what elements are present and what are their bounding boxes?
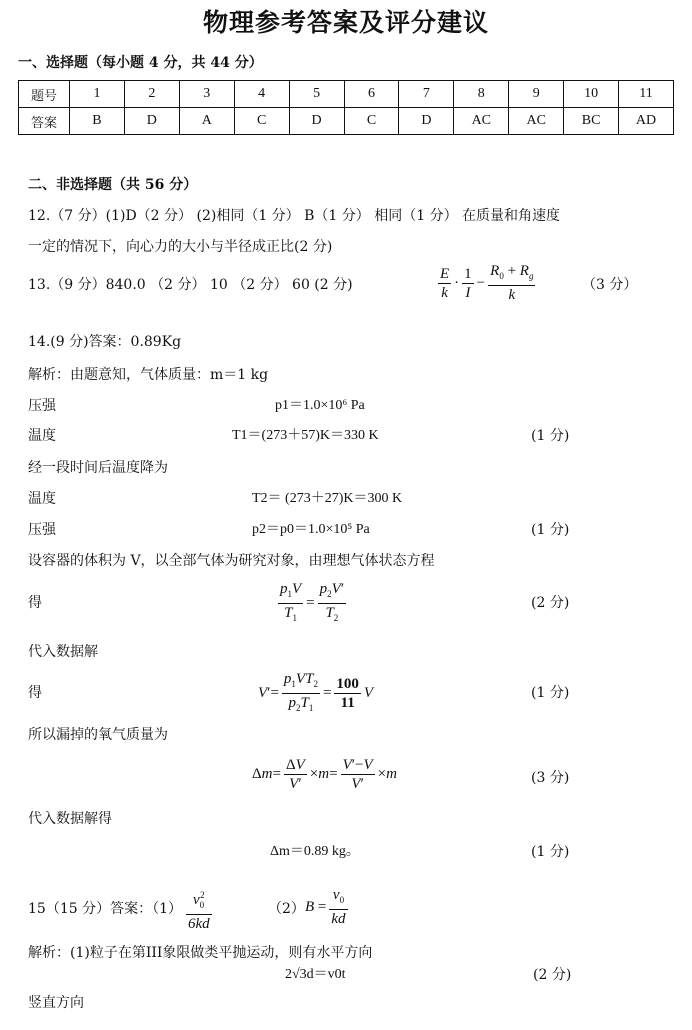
q15-analysis: 解析：(1)粒子在第III象限做类平抛运动，则有水平方向 xyxy=(28,945,373,961)
answer-cell: B xyxy=(70,108,125,135)
question-number: 7 xyxy=(399,81,454,108)
q12-line2: 一定的情况下，向心力的大小与半径成正比(2 分) xyxy=(28,239,333,255)
q15-answer-prefix: 15（15 分）答案：（1） xyxy=(28,901,182,917)
row-label-question: 题号 xyxy=(19,81,70,108)
table-row-questions xyxy=(19,81,674,108)
points-t1: (1 分) xyxy=(531,428,570,444)
answer-cell: D xyxy=(399,108,454,135)
answer-cell: D xyxy=(289,108,344,135)
substitute-text-1: 代入数据解 xyxy=(28,644,98,660)
question-number: 2 xyxy=(124,81,179,108)
q15-vertical: 竖直方向 xyxy=(28,995,84,1011)
row-label-answer: 答案 xyxy=(19,108,70,135)
q15-points-1: (2 分) xyxy=(533,967,572,983)
de-label-2: 得 xyxy=(28,685,42,701)
eq-delta-m: Δm= $\frac{\Delta V}{V'}$ ×m= $\frac{V'-V}{V'}$ ×m xyxy=(252,757,397,792)
q12-line1: 12.（7 分）(1)D（2 分） (2)相同（1 分） B（1 分） 相同（1 分） 在质量和角速度 xyxy=(28,208,561,224)
answer-cell: A xyxy=(179,108,234,135)
q14-analysis: 解析：由题意知，气体质量：m＝1 kg xyxy=(28,367,269,383)
question-number: 4 xyxy=(234,81,289,108)
question-number: 3 xyxy=(179,81,234,108)
substitute-text-2: 代入数据解得 xyxy=(28,811,112,827)
answer-table xyxy=(18,80,674,135)
points-v-prime: (1 分) xyxy=(531,685,570,701)
q13-formula: $\frac{E}{k}$ · $\frac{1}{I}$ − $\frac{R_0 + R_g}{k}$ xyxy=(440,263,534,303)
label-pressure-2: 压强 xyxy=(28,522,56,538)
question-number: 8 xyxy=(454,81,509,108)
points-delta-m: (3 分) xyxy=(531,770,570,786)
question-number: 9 xyxy=(509,81,564,108)
eq-final: Δm＝0.89 kg。 xyxy=(270,844,360,859)
eq-v-prime: V′= $\frac{p_1VT_2}{p_2T_1}$ = $\frac{100}{11}$ V xyxy=(258,671,374,713)
page-title: 物理参考答案及评分建议 xyxy=(202,8,489,37)
q15-eq-horizontal: 2√3d＝v0t xyxy=(285,967,346,982)
q15-answer-mid: （2） xyxy=(268,901,305,917)
answer-cell: D xyxy=(124,108,179,135)
points-final: (1 分) xyxy=(531,844,570,860)
question-number: 6 xyxy=(344,81,399,108)
answer-cell: AC xyxy=(454,108,509,135)
q15-formula-2: B = $\frac{v_0}{kd}$ xyxy=(305,887,346,927)
label-temperature-2: 温度 xyxy=(28,491,56,507)
label-temperature-1: 温度 xyxy=(28,428,56,444)
answer-cell: C xyxy=(234,108,289,135)
cooling-text: 经一段时间后温度降为 xyxy=(28,460,168,476)
answer-cell: AC xyxy=(509,108,564,135)
eq-gas-law: $\frac{p_1V}{T_1}$ = $\frac{p_2V'}{T_2}$ xyxy=(280,581,345,623)
q15-formula-1: $\frac{v_0^2}{6kd}$ xyxy=(186,886,212,933)
label-pressure-1: 压强 xyxy=(28,398,56,414)
question-number: 1 xyxy=(70,81,125,108)
answer-cell: BC xyxy=(564,108,619,135)
eq-t2: T2＝ (273＋27)K＝300 K xyxy=(252,491,403,506)
question-number: 10 xyxy=(564,81,619,108)
points-gas-law: (2 分) xyxy=(531,595,570,611)
question-number: 11 xyxy=(619,81,674,108)
section1-heading: 一、选择题（每小题 4 分，共 44 分） xyxy=(18,55,263,71)
de-label-1: 得 xyxy=(28,595,42,611)
answer-cell: C xyxy=(344,108,399,135)
eq-t1: T1＝(273＋57)K＝330 K xyxy=(232,428,379,443)
question-number: 5 xyxy=(289,81,344,108)
eq-p1: p1＝1.0×10⁶ Pa xyxy=(275,398,365,413)
points-p2: (1 分) xyxy=(531,522,570,538)
leak-text: 所以漏掉的氧气质量为 xyxy=(28,727,168,743)
answer-cell: AD xyxy=(619,108,674,135)
table-row-answers xyxy=(19,108,674,135)
q13-points: （3 分） xyxy=(582,277,638,293)
q13-text: 13.（9 分）840.0 （2 分） 10 （2 分） 60 (2 分) xyxy=(28,277,353,293)
setup-text: 设容器的体积为 V，以全部气体为研究对象，由理想气体状态方程 xyxy=(28,553,435,569)
q14-answer: 14.(9 分)答案：0.89Kg xyxy=(28,334,182,350)
section2-heading: 二、非选择题（共 56 分） xyxy=(28,177,198,193)
eq-p2: p2＝p0＝1.0×10⁵ Pa xyxy=(252,522,370,537)
